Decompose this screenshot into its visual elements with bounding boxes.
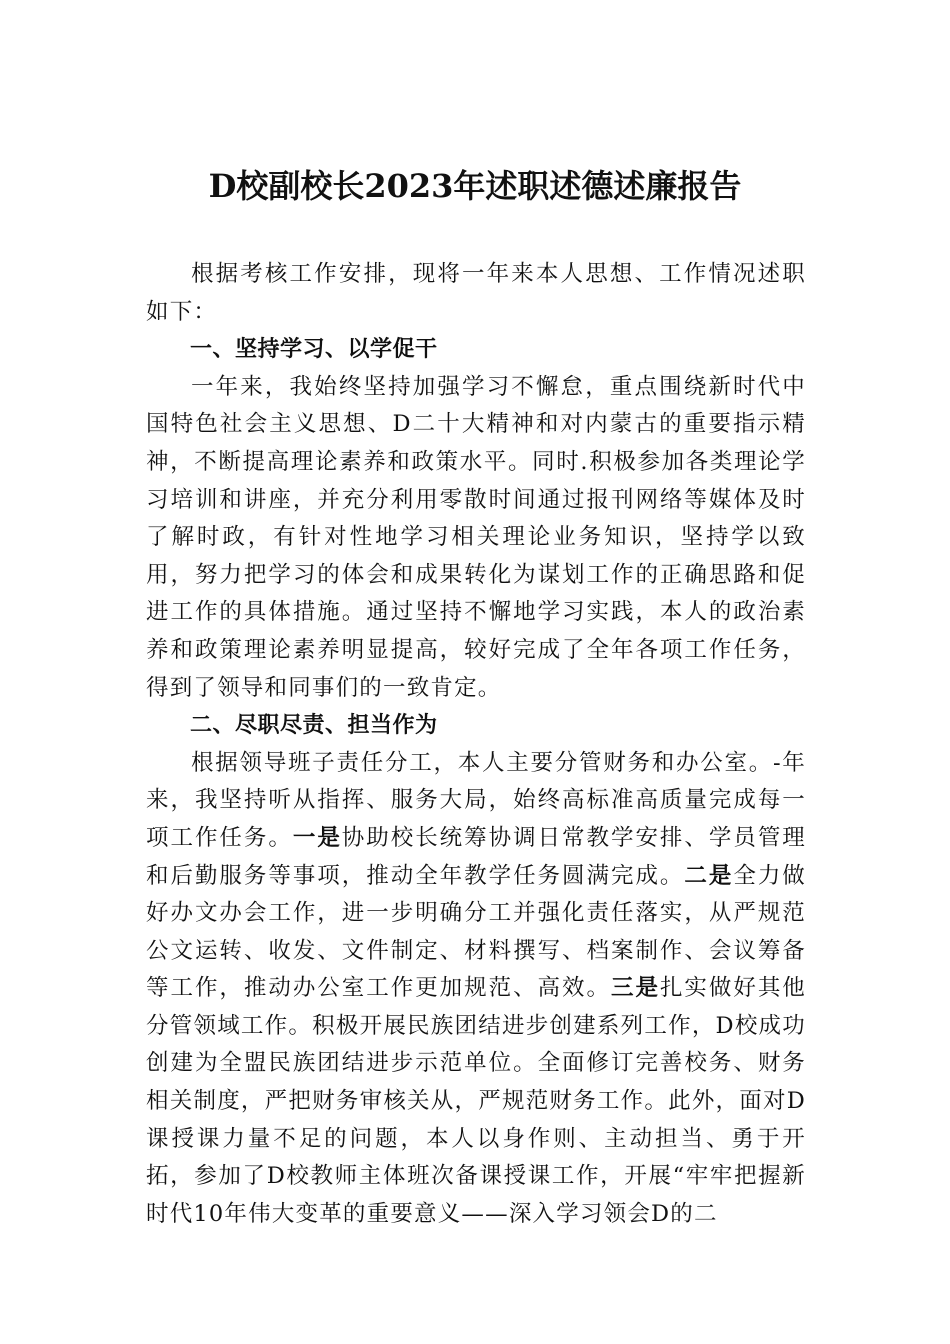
point-label-1: 一是 [292,824,342,851]
section-2-text-c: 全力做好办文办会工作，进一步明确分工并强化责任落实，从严规范公文运转、收发、文件制定、材料撰写、档案制作、会议筹备等工作，推动办公室工作更加规范、高效。 [146,862,806,1002]
section-2-text-d: 扎实做好其他分管领域工作。积极开展民族团结进步创建系列工作，D校成功创建为全盟民族团结进步示范单位。全面修订完善校务、财务相关制度，严把财务审核关从，严规范财务工作。此外，面对D课授课力量不足的问题，本人以身作则、主动担当、勇于开拓，参加了D校教师主体班次备课授课工作，开展“牢牢把握新时代10年伟大变革的重要意义——深入学习领会D的二 [146,975,806,1227]
intro-paragraph: 根据考核工作安排，现将一年来本人思想、工作情况述职如下： [146,261,806,325]
document-title: D校副校长2023年述职述德述廉报告 [208,167,742,205]
section-2-paragraph [146,745,806,1234]
point-label-3: 三是 [610,975,660,1002]
point-label-2: 二是 [684,862,734,889]
section-2-text-a: 根据领导班子责任分工，本人主要分管财务和办公室。-年来，我坚持听从指挥、服务大局，始终高标准高质量完成每一项工作任务。 [146,749,806,851]
document-body [146,256,806,1233]
section-heading-1: 一、坚持学习、以学促干 [190,337,438,363]
section-1-paragraph: 一年来，我始终坚持加强学习不懈怠，重点围绕新时代中国特色社会主义思想、D二十大精神和对内蒙古的重要指示精神，不断提高理论素养和政策水平。同时.积极参加各类理论学习培训和讲座，并充分利用零散时间通过报刊网络等媒体及时了解时政，有针对性地学习相关理论业务知识，坚持学以致用，努力把学习的体会和成果转化为谋划工作的正确思路和促进工作的具体措施。通过坚持不懈地学习实践，本人的政治素养和政策理论素养明显提高，较好完成了全年各项工作任务，得到了领导和同事们的一致肯定。 [146,373,806,701]
section-heading-2: 二、尽职尽责、担当作为 [190,713,438,739]
section-2-text-b: 协助校长统筹协调日常教学安排、学员管理和后勤服务等事项，推动全年教学任务圆满完成。 [146,824,806,889]
